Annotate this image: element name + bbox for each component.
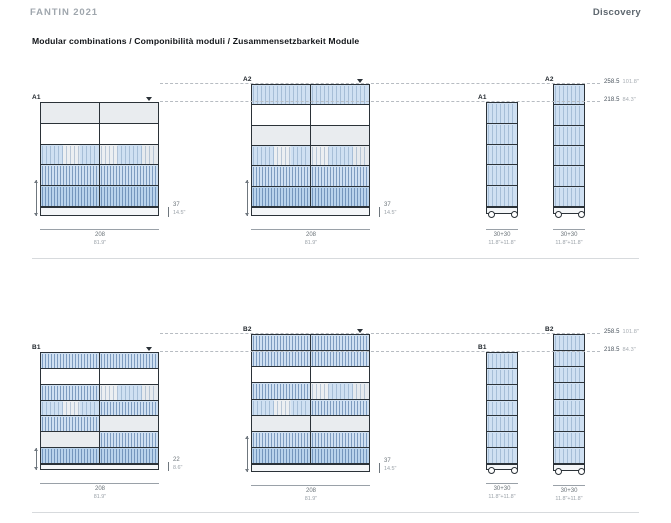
base-height-metric: 37 [384, 458, 391, 464]
width-metric: 30+30 [493, 232, 511, 238]
cabinet-column [100, 353, 158, 463]
width-metric: 208 [94, 232, 105, 238]
cabinet-column [41, 103, 100, 206]
shelf [311, 448, 369, 463]
shelf [487, 432, 517, 448]
shelf [311, 416, 369, 432]
shelf [311, 126, 369, 146]
shelf [252, 432, 310, 448]
shelf [252, 448, 310, 463]
base-dim-tick [168, 207, 169, 217]
shelf [252, 146, 310, 166]
top-marker-icon [146, 97, 152, 101]
width-metric: 208 [305, 488, 316, 494]
shelf [41, 165, 99, 186]
unit-tag: B1 [32, 344, 41, 351]
width-label [474, 232, 530, 247]
shelf [100, 124, 158, 145]
width-dim-line [40, 483, 159, 484]
unit-tag: B1 [478, 344, 487, 351]
shelf [41, 124, 99, 145]
base-height-imperial: 14.5" [384, 209, 397, 216]
shelf [252, 400, 310, 416]
shelf [311, 335, 369, 351]
row-divider [32, 258, 639, 259]
base-height-imperial: 14.5" [173, 209, 186, 216]
brand-label: FANTIN 2021 [30, 6, 98, 18]
shelf [487, 448, 517, 463]
width-imperial: 81.9" [93, 239, 107, 246]
width-imperial: 81.9" [304, 495, 318, 502]
height-metric: 258.5 [604, 79, 620, 85]
width-imperial: 11.8"+11.8" [555, 495, 583, 502]
shelf [41, 369, 99, 385]
shelf [487, 401, 517, 417]
page-title: Modular combinations / Componibilità moduli / Zusammensetzbarkeit Module [32, 36, 360, 46]
shelf [487, 416, 517, 432]
shelf [100, 186, 158, 206]
overall-height-218 [604, 97, 636, 103]
height-imperial: 101.8" [622, 79, 640, 85]
shelf [311, 187, 369, 206]
cabinet-column [487, 353, 517, 463]
overall-height-258 [604, 79, 639, 85]
caster-icon [488, 467, 495, 474]
overall-height-218 [604, 347, 636, 353]
shelf [100, 353, 158, 369]
shelf [100, 145, 158, 166]
shelf [252, 351, 310, 367]
width-label [474, 486, 530, 501]
cabinet-body [40, 102, 159, 207]
base-dim-tick [379, 463, 380, 473]
caster-icon [578, 468, 585, 475]
shelf [554, 432, 584, 448]
cabinet-column [311, 335, 369, 463]
shelf [100, 416, 158, 432]
shelf [252, 126, 310, 146]
height-imperial: 84.3" [622, 347, 636, 353]
shelf [252, 166, 310, 186]
shelf [487, 165, 517, 186]
shelf [252, 105, 310, 125]
base-height-metric: 22 [173, 457, 180, 463]
base-height-metric: 37 [173, 202, 180, 208]
shelf [41, 145, 99, 166]
shelf [311, 351, 369, 367]
shelf [41, 353, 99, 369]
cabinet-plinth [40, 464, 159, 470]
overall-height-258 [604, 329, 639, 335]
cabinet-plinth [40, 207, 159, 216]
shelf [100, 385, 158, 401]
cabinet-column [100, 103, 158, 206]
cabinet-column [252, 85, 311, 206]
width-label [60, 232, 140, 247]
shelf [487, 103, 517, 124]
width-imperial: 81.9" [304, 239, 318, 246]
shelf [487, 369, 517, 385]
caster-icon [511, 467, 518, 474]
width-dim-line [251, 229, 370, 230]
shelf [41, 103, 99, 124]
cabinet-plinth [251, 464, 370, 472]
shelf [252, 383, 310, 399]
cabinet-body [553, 84, 585, 207]
shelf [554, 416, 584, 432]
shelf [554, 105, 584, 125]
width-label [541, 488, 597, 503]
width-metric: 30+30 [493, 486, 511, 492]
cabinet-body [486, 102, 518, 207]
width-dim-line [40, 229, 159, 230]
height-metric: 258.5 [604, 329, 620, 335]
width-label [60, 486, 140, 501]
caster-icon [555, 468, 562, 475]
unit-tag: B2 [545, 326, 554, 333]
shelf [41, 385, 99, 401]
width-dim-line [486, 483, 518, 484]
shelf [41, 448, 99, 463]
height-leader-258 [160, 83, 600, 84]
shelf [554, 146, 584, 166]
caster-icon [488, 211, 495, 218]
shelf [41, 186, 99, 206]
page-header [0, 0, 671, 24]
width-imperial: 11.8"+11.8" [488, 493, 516, 500]
diagram-row-top [0, 62, 671, 262]
cabinet-column [554, 335, 584, 463]
base-height-arrow [36, 180, 37, 216]
diagram-row-bottom [0, 312, 671, 512]
shelf [487, 186, 517, 206]
base-height-imperial: 8.6" [173, 464, 183, 471]
shelf [252, 416, 310, 432]
shelf [311, 400, 369, 416]
shelf [252, 335, 310, 351]
base-height-label [384, 202, 396, 217]
base-height-imperial: 14.5" [384, 465, 397, 472]
shelf [554, 351, 584, 367]
shelf [554, 85, 584, 105]
width-label [271, 488, 351, 503]
width-imperial: 11.8"+11.8" [488, 239, 516, 246]
shelf [554, 367, 584, 383]
cabinet-body [40, 352, 159, 464]
shelf [100, 103, 158, 124]
shelf [100, 401, 158, 417]
width-label [541, 232, 597, 247]
shelf [487, 124, 517, 145]
shelf [311, 367, 369, 383]
width-dim-line [486, 229, 518, 230]
shelf [41, 401, 99, 417]
base-dim-tick [379, 207, 380, 217]
height-leader-218 [160, 101, 600, 102]
base-dim-tick [168, 462, 169, 471]
caster-icon [511, 211, 518, 218]
base-height-arrow [247, 180, 248, 216]
unit-tag: B2 [243, 326, 252, 333]
shelf [311, 383, 369, 399]
shelf [252, 85, 310, 105]
shelf [100, 369, 158, 385]
shelf [487, 145, 517, 166]
cabinet-body [553, 334, 585, 464]
cabinet-plinth [251, 207, 370, 216]
cabinet-column [252, 335, 311, 463]
unit-tag: A1 [478, 94, 487, 101]
height-metric: 218.5 [604, 97, 620, 103]
shelf [554, 187, 584, 206]
shelf [100, 448, 158, 463]
base-height-label [173, 202, 185, 217]
width-imperial: 81.9" [93, 493, 107, 500]
shelf [554, 448, 584, 463]
cabinet-column [311, 85, 369, 206]
shelf [311, 166, 369, 186]
height-leader-218 [160, 351, 600, 352]
shelf [41, 432, 99, 448]
cabinet-body [486, 352, 518, 464]
shelf [554, 166, 584, 186]
shelf [311, 146, 369, 166]
shelf [311, 432, 369, 448]
shelf [252, 367, 310, 383]
base-height-arrow [36, 448, 37, 470]
width-metric: 208 [94, 486, 105, 492]
cabinet-column [554, 85, 584, 206]
unit-tag: A2 [545, 76, 554, 83]
width-metric: 208 [305, 232, 316, 238]
caster-icon [555, 211, 562, 218]
shelf [554, 126, 584, 146]
cabinet-body [251, 84, 370, 207]
row-divider [32, 512, 639, 513]
unit-tag: A1 [32, 94, 41, 101]
height-imperial: 101.8" [622, 329, 640, 335]
shelf [487, 385, 517, 401]
shelf [487, 353, 517, 369]
base-height-metric: 37 [384, 202, 391, 208]
top-marker-icon [146, 347, 152, 351]
base-height-label [173, 457, 182, 472]
height-leader-258 [160, 333, 600, 334]
width-label [271, 232, 351, 247]
base-height-arrow [247, 436, 248, 472]
shelf [100, 432, 158, 448]
shelf [100, 165, 158, 186]
shelf [311, 85, 369, 105]
width-dim-line [553, 485, 585, 486]
cabinet-column [487, 103, 517, 206]
cabinet-column [41, 353, 100, 463]
caster-icon [578, 211, 585, 218]
width-dim-line [251, 485, 370, 486]
height-metric: 218.5 [604, 347, 620, 353]
height-imperial: 84.3" [622, 97, 636, 103]
shelf [311, 105, 369, 125]
width-metric: 30+30 [560, 488, 578, 494]
shelf [41, 416, 99, 432]
shelf [554, 335, 584, 351]
shelf [554, 383, 584, 399]
shelf [252, 187, 310, 206]
width-imperial: 11.8"+11.8" [555, 239, 583, 246]
unit-tag: A2 [243, 76, 252, 83]
shelf [554, 400, 584, 416]
collection-label: Discovery [592, 6, 641, 18]
width-dim-line [553, 229, 585, 230]
base-height-label [384, 458, 396, 473]
cabinet-body [251, 334, 370, 464]
width-metric: 30+30 [560, 232, 578, 238]
